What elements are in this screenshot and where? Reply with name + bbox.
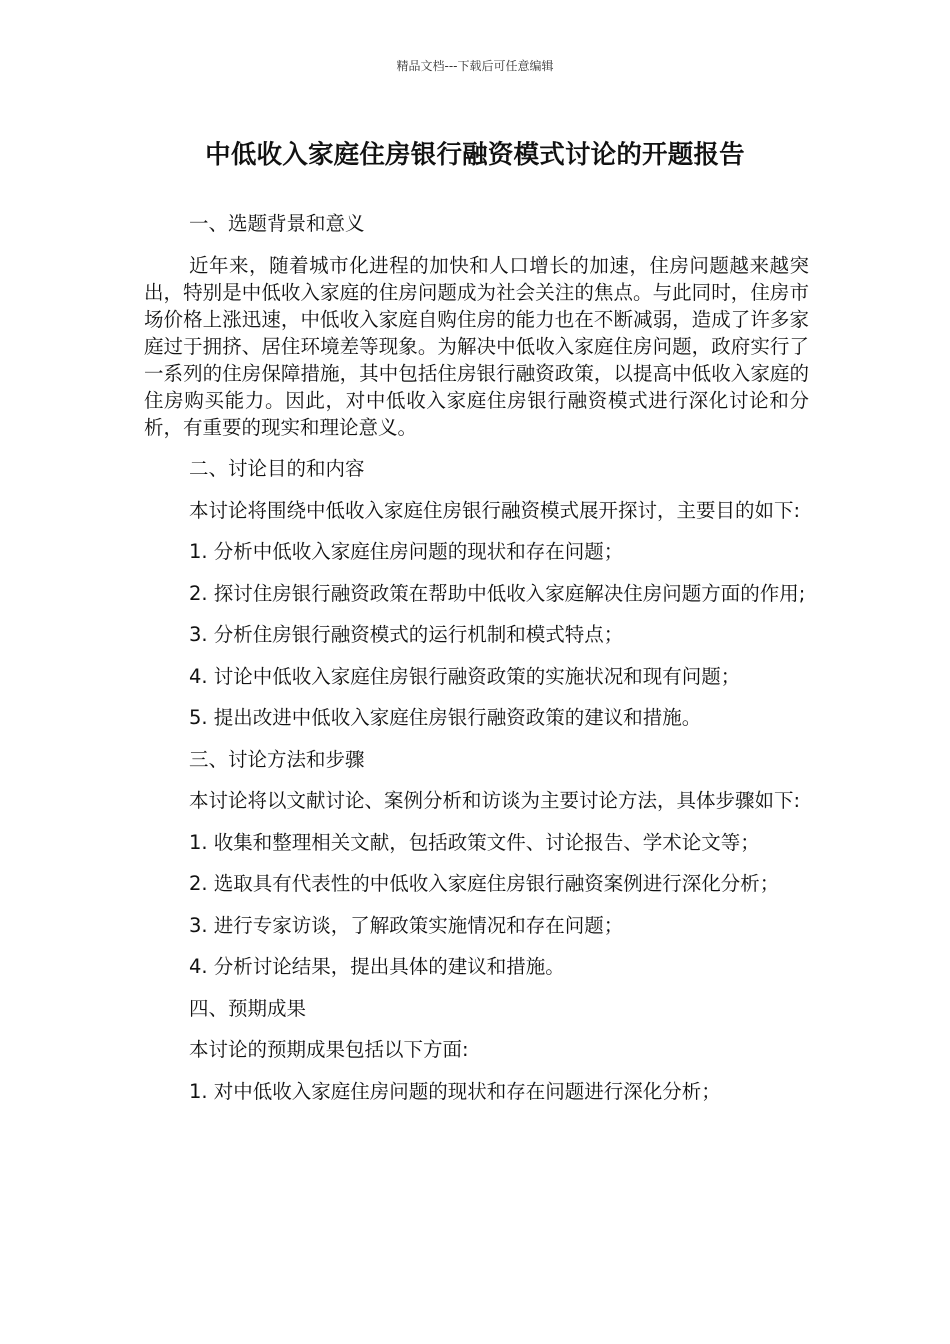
paragraph-background: 近年来，随着城市化进程的加快和人口增长的加速，住房问题越来越突出，特别是中低收入家庭的住房问题成为社会关注的焦点。与此同时，住房市场价格上涨迅速，中低收入家庭自购住房的能力也在不断减弱，造成了许多家庭过于拥挤、居住环境差等现象。为解决中低收入家庭住房问题，政府实行了一系列的住房保障措施，其中包括住房银行融资政策，以提高中低收入家庭的住房购买能力。因此，对中低收入家庭住房银行融资模式进行深化讨论和分析，有重要的现实和理论意义。 <box>144 253 809 439</box>
list-item: 3. 进行专家访谈，了解政策实施情况和存在问题； <box>189 913 624 937</box>
paragraph-objectives-intro: 本讨论将围绕中低收入家庭住房银行融资模式展开探讨，主要目的如下: <box>189 498 801 522</box>
paragraph-methods-intro: 本讨论将以文献讨论、案例分析和访谈为主要讨论方法，具体步骤如下: <box>189 789 801 812</box>
section-heading-methods: 三、讨论方法和步骤 <box>189 747 365 771</box>
section-heading-background: 一、选题背景和意义 <box>189 212 365 235</box>
list-item: 4. 讨论中低收入家庭住房银行融资政策的实施状况和现有问题； <box>189 664 741 688</box>
paragraph-outcomes-intro: 本讨论的预期成果包括以下方面: <box>189 1038 469 1061</box>
page-header: 精品文档---下载后可任意编辑 <box>396 59 554 73</box>
list-item: 5. 提出改进中低收入家庭住房银行融资政策的建议和措施。 <box>189 706 702 729</box>
section-heading-outcomes: 四、预期成果 <box>189 996 307 1020</box>
list-item: 4. 分析讨论结果，提出具体的建议和措施。 <box>189 955 565 978</box>
list-item: 3. 分析住房银行融资模式的运行机制和模式特点； <box>189 623 624 646</box>
list-item: 1. 分析中低收入家庭住房问题的现状和存在问题； <box>189 540 624 563</box>
document-title: 中低收入家庭住房银行融资模式讨论的开题报告 <box>205 140 745 170</box>
list-item: 1. 收集和整理相关文献，包括政策文件、讨论报告、学术论文等； <box>189 830 760 854</box>
list-item: 2. 探讨住房银行融资政策在帮助中低收入家庭解决住房问题方面的作用; <box>189 581 806 605</box>
document-body <box>144 210 809 1119</box>
section-heading-objectives: 二、讨论目的和内容 <box>189 457 365 480</box>
list-item: 2. 选取具有代表性的中低收入家庭住房银行融资案例进行深化分析； <box>189 872 780 895</box>
list-item: 1. 对中低收入家庭住房问题的现状和存在问题进行深化分析； <box>189 1079 721 1103</box>
